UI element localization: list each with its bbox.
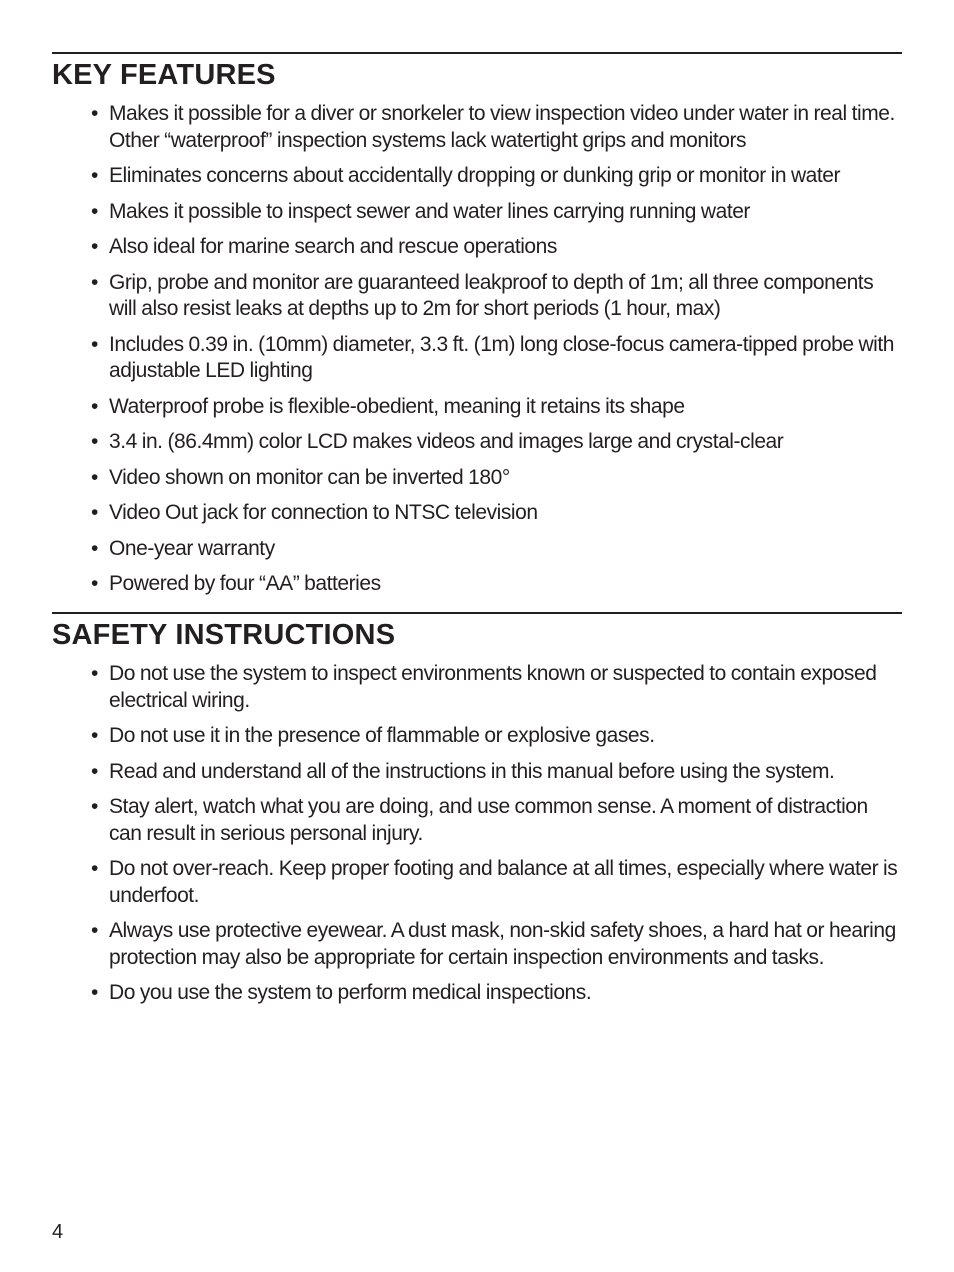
list-item-text: Always use protective eyewear. A dust mask, non-skid safety shoes, a hard hat or hearing protection may also be appropriate for certain inspection environments and tasks.: [109, 919, 896, 969]
section-divider: [52, 52, 902, 54]
section-divider: [52, 612, 902, 614]
key-features-section: [52, 52, 902, 607]
bullet-icon: •: [91, 501, 98, 524]
list-item: [91, 571, 902, 598]
bullet-icon: •: [91, 759, 98, 783]
list-item: [91, 759, 902, 786]
bullet-icon: •: [91, 102, 98, 125]
bullet-icon: •: [91, 199, 98, 223]
bullet-icon: •: [91, 235, 98, 258]
list-item: [91, 270, 902, 323]
list-item: [91, 918, 902, 971]
bullet-icon: •: [91, 572, 98, 595]
bullet-icon: •: [91, 981, 98, 1004]
list-item-text: Waterproof probe is flexible-obedient, meaning it retains its shape: [109, 394, 685, 418]
list-item-text: Eliminates concerns about accidentally dropping or dunking grip or monitor in water: [109, 164, 841, 187]
safety-instructions-heading: SAFETY INSTRUCTIONS: [52, 619, 396, 651]
list-item: [91, 332, 902, 385]
list-item: [91, 199, 902, 226]
list-item: [91, 101, 902, 154]
list-item-text: Do not use it in the presence of flammable or explosive gases.: [109, 724, 655, 747]
list-item-text: Do you use the system to perform medical inspections.: [109, 981, 592, 1004]
list-item-text: Do not over-reach. Keep proper footing and balance at all times, especially where water is underfoot.: [109, 857, 898, 907]
page-number: 4: [52, 1221, 64, 1243]
list-item-text: Video Out jack for connection to NTSC television: [109, 501, 538, 524]
list-item: [91, 465, 902, 492]
list-item-text: Grip, probe and monitor are guaranteed leakproof to depth of 1m; all three components will also resist leaks at depths up to 2m for short periods (1 hour, max): [109, 270, 874, 320]
bullet-icon: •: [91, 164, 98, 187]
list-item: [91, 163, 902, 190]
list-item-text: Also ideal for marine search and rescue operations: [109, 235, 557, 258]
bullet-icon: •: [91, 724, 98, 747]
list-item: [91, 661, 902, 714]
list-item-text: Do not use the system to inspect environments known or suspected to contain exposed electrical wiring.: [109, 662, 877, 712]
list-item-text: Stay alert, watch what you are doing, and use common sense. A moment of distraction can result in serious personal injury.: [109, 795, 868, 845]
list-item: [91, 536, 902, 563]
list-item: [91, 794, 902, 847]
list-item-text: Makes it possible to inspect sewer and water lines carrying running water: [109, 199, 750, 223]
bullet-icon: •: [91, 536, 98, 560]
bullet-icon: •: [91, 662, 98, 685]
list-item: [91, 856, 902, 909]
safety-instructions-list: [52, 661, 902, 1007]
list-item: [91, 723, 902, 750]
list-item-text: Includes 0.39 in. (10mm) diameter, 3.3 ft. (1m) long close-focus camera-tipped probe with adjustable LED lighting: [109, 332, 894, 382]
bullet-icon: •: [91, 394, 98, 418]
key-features-list: [52, 101, 902, 598]
bullet-icon: •: [91, 795, 98, 818]
safety-instructions-section: [52, 612, 902, 1016]
bullet-icon: •: [91, 465, 98, 489]
list-item-text: Makes it possible for a diver or snorkeler to view inspection video under water in real time. Other “waterproof” inspection systems lack watertight grips and monitors: [109, 102, 895, 152]
bullet-icon: •: [91, 919, 98, 942]
list-item: [91, 234, 902, 261]
list-item-text: 3.4 in. (86.4mm) color LCD makes videos and images large and crystal-clear: [109, 430, 784, 453]
bullet-icon: •: [91, 430, 98, 453]
list-item-text: One-year warranty: [109, 536, 275, 560]
list-item: [91, 429, 902, 456]
list-item: [91, 980, 902, 1007]
bullet-icon: •: [91, 332, 98, 356]
list-item-text: Powered by four “AA” batteries: [109, 572, 381, 595]
list-item-text: Video shown on monitor can be inverted 180°: [109, 465, 510, 489]
bullet-icon: •: [91, 270, 98, 294]
list-item-text: Read and understand all of the instructions in this manual before using the system.: [109, 759, 835, 783]
list-item: [91, 394, 902, 421]
key-features-heading: KEY FEATURES: [52, 59, 276, 91]
list-item: [91, 500, 902, 527]
bullet-icon: •: [91, 857, 98, 880]
